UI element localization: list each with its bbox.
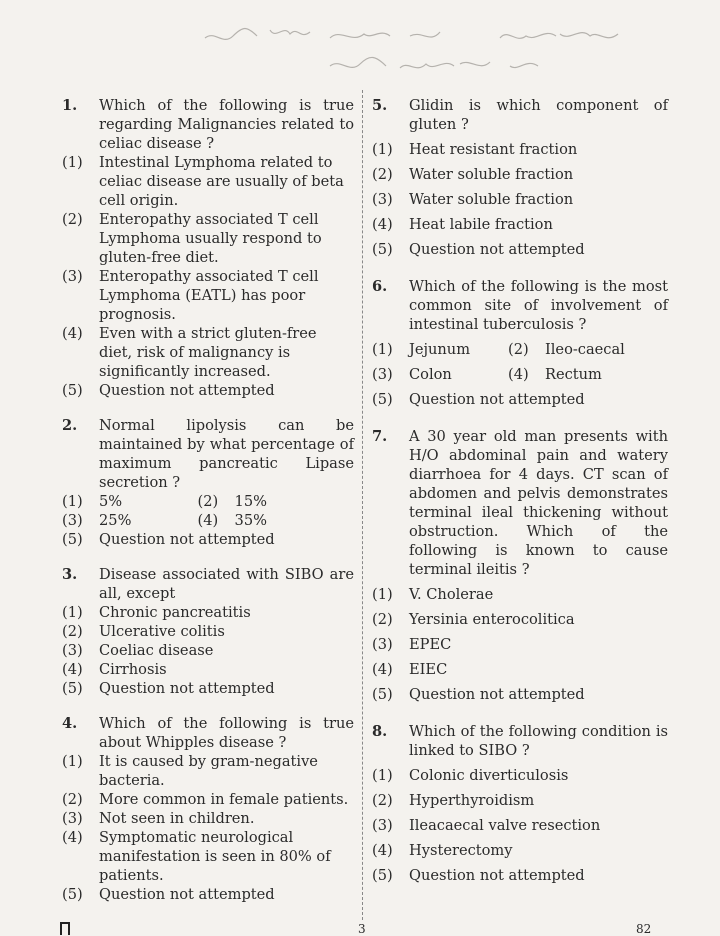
- option: [62, 603, 354, 622]
- option: [372, 365, 508, 384]
- option-number: (5): [372, 241, 393, 258]
- question-block: [372, 427, 668, 704]
- option-text: Coeliac disease: [99, 642, 214, 659]
- option-number: (3): [62, 810, 83, 827]
- option-number: (3): [372, 366, 393, 383]
- option: [372, 766, 668, 785]
- option-number: (4): [372, 661, 393, 678]
- question-number: 5.: [372, 97, 388, 114]
- option-number: (1): [62, 753, 83, 770]
- question: [372, 277, 668, 334]
- option-number: (3): [372, 636, 393, 653]
- option: [372, 866, 668, 885]
- option-text: Enteropathy associated T cell Lymphoma (EATL) has poor prognosis.: [99, 268, 319, 323]
- option-number: (2): [62, 791, 83, 808]
- option-number: (1): [62, 604, 83, 621]
- question-text: Which of the following is the most common site of involvement of intestinal tuberculosis ?: [409, 278, 668, 333]
- option: [372, 635, 668, 654]
- question-block: [372, 277, 668, 409]
- option: [62, 324, 354, 381]
- option: [508, 365, 665, 384]
- option: [62, 511, 198, 530]
- option-number: (5): [372, 686, 393, 703]
- option-number: (1): [372, 141, 393, 158]
- question-text: Disease associated with SIBO are all, except: [99, 566, 354, 602]
- option: [62, 828, 354, 885]
- option-number: (2): [372, 611, 393, 628]
- question-block: [372, 96, 668, 259]
- question-block: [62, 565, 354, 698]
- option: [62, 790, 354, 809]
- option-number: (2): [372, 166, 393, 183]
- option-number: (3): [62, 512, 83, 529]
- option-number: (5): [62, 886, 83, 903]
- option: [62, 381, 354, 400]
- left-column: [62, 96, 354, 904]
- option-number: (5): [372, 391, 393, 408]
- column-divider: [362, 90, 363, 920]
- option-text: Even with a strict gluten-free diet, risk of malignancy is significantly increased.: [99, 325, 317, 380]
- question-number: 2.: [62, 417, 78, 434]
- option: [372, 585, 668, 604]
- question-block: [372, 722, 668, 885]
- option-text: Question not attempted: [99, 531, 275, 548]
- option: [372, 190, 668, 209]
- option: [62, 809, 354, 828]
- option: [508, 340, 665, 359]
- option-pair: [372, 365, 668, 384]
- option-text: Cirrhosis: [99, 661, 167, 678]
- option: [372, 685, 668, 704]
- option-number: (5): [62, 531, 83, 548]
- option-number: (1): [372, 586, 393, 603]
- question-text: Which of the following is true about Whipples disease ?: [99, 715, 354, 751]
- option-text: Water soluble fraction: [409, 166, 574, 183]
- option-text: Question not attempted: [99, 680, 275, 697]
- option: [372, 140, 668, 159]
- option-number: (4): [372, 216, 393, 233]
- option-text: Yersinia enterocolitica: [409, 611, 575, 628]
- option-text: Question not attempted: [409, 867, 585, 884]
- option: [372, 816, 668, 835]
- option-text: Ileo-caecal: [545, 341, 625, 358]
- question: [62, 96, 354, 153]
- option: [372, 791, 668, 810]
- option-text: Colon: [409, 366, 452, 383]
- option-number: (2): [62, 211, 83, 228]
- option: [372, 340, 508, 359]
- question-number: 8.: [372, 723, 388, 740]
- question-block: [62, 96, 354, 400]
- question-number: 1.: [62, 97, 78, 114]
- option-text: It is caused by gram-negative bacteria.: [99, 753, 318, 789]
- handwritten-scribble: [200, 8, 680, 88]
- option: [372, 390, 668, 409]
- question: [372, 722, 668, 760]
- option-text: Not seen in children.: [99, 810, 255, 827]
- option-text: Colonic diverticulosis: [409, 767, 569, 784]
- option-text: Ileacaecal valve resection: [409, 817, 601, 834]
- option-number: (2): [62, 623, 83, 640]
- option: [62, 210, 354, 267]
- option-text: Symptomatic neurological manifestation is seen in 80% of patients.: [99, 829, 331, 884]
- option: [198, 511, 354, 530]
- option: [372, 610, 668, 629]
- option-text: Intestinal Lymphoma related to celiac disease are usually of beta cell origin.: [99, 154, 344, 209]
- option-number: (1): [62, 154, 83, 171]
- option-text: 25%: [99, 512, 132, 529]
- question: [62, 416, 354, 492]
- option: [198, 492, 354, 511]
- option-text: Jejunum: [409, 341, 471, 358]
- option: [372, 841, 668, 860]
- option-text: V. Cholerae: [409, 586, 494, 603]
- option: [62, 267, 354, 324]
- option: [62, 641, 354, 660]
- question-text: Glidin is which component of gluten ?: [409, 97, 668, 133]
- option-text: 5%: [99, 493, 123, 510]
- option-text: Heat resistant fraction: [409, 141, 578, 158]
- option-text: Water soluble fraction: [409, 191, 574, 208]
- question-text: A 30 year old man presents with H/O abdominal pain and watery diarrhoea for 4 days. CT scan of abdomen and pelvis demonstrates terminal ileal thickening without obstruction. Which of the following is known to cause terminal ileitis ?: [409, 428, 668, 578]
- question-number: 3.: [62, 566, 78, 583]
- option-pair: [62, 511, 354, 530]
- option: [62, 622, 354, 641]
- option-text: More common in female patients.: [99, 791, 349, 808]
- option-text: 15%: [234, 493, 267, 510]
- option-text: Enteropathy associated T cell Lymphoma usually respond to gluten-free diet.: [99, 211, 322, 266]
- footer-code: 82: [636, 922, 652, 936]
- question-text: Which of the following condition is linked to SIBO ?: [409, 723, 668, 759]
- option-text: Question not attempted: [409, 686, 585, 703]
- option: [372, 165, 668, 184]
- option-text: Question not attempted: [99, 382, 275, 399]
- option-number: (2): [508, 341, 529, 358]
- question-text: Which of the following is true regarding Malignancies related to celiac disease ?: [99, 97, 354, 152]
- option: [372, 240, 668, 259]
- page-number: 3: [358, 922, 366, 936]
- option-text: Chronic pancreatitis: [99, 604, 251, 621]
- option-pair: [62, 492, 354, 511]
- option-text: Question not attempted: [409, 241, 585, 258]
- option-number: (4): [372, 842, 393, 859]
- question-number: 6.: [372, 278, 388, 295]
- question: [372, 96, 668, 134]
- right-column: [372, 96, 668, 885]
- option: [62, 885, 354, 904]
- option-number: (2): [372, 792, 393, 809]
- option-text: Rectum: [545, 366, 602, 383]
- option-text: Heat labile fraction: [409, 216, 553, 233]
- option: [62, 660, 354, 679]
- option-number: (4): [62, 829, 83, 846]
- option: [62, 530, 354, 549]
- option: [62, 679, 354, 698]
- option-text: Question not attempted: [99, 886, 275, 903]
- option-number: (3): [62, 642, 83, 659]
- option-number: (1): [372, 341, 393, 358]
- option-number: (4): [508, 366, 529, 383]
- option-number: (4): [62, 661, 83, 678]
- option-number: (1): [372, 767, 393, 784]
- option-text: Question not attempted: [409, 391, 585, 408]
- question-number: 4.: [62, 715, 78, 732]
- question: [372, 427, 668, 579]
- question-block: [62, 416, 354, 549]
- option: [372, 660, 668, 679]
- question-text: Normal lipolysis can be maintained by what percentage of maximum pancreatic Lipase secretion ?: [99, 417, 354, 491]
- option-text: EIEC: [409, 661, 448, 678]
- option-pair: [372, 340, 668, 359]
- option-number: (3): [372, 817, 393, 834]
- question-block: [62, 714, 354, 904]
- option-number: (3): [62, 268, 83, 285]
- option-text: Ulcerative colitis: [99, 623, 225, 640]
- option-number: (1): [62, 493, 83, 510]
- option: [372, 215, 668, 234]
- option: [62, 153, 354, 210]
- option-text: Hysterectomy: [409, 842, 513, 859]
- option: [62, 492, 198, 511]
- option-number: (5): [62, 382, 83, 399]
- option-text: Hyperthyroidism: [409, 792, 535, 809]
- question: [62, 565, 354, 603]
- option-number: (4): [62, 325, 83, 342]
- option: [62, 752, 354, 790]
- page-corner-mark: [60, 922, 70, 935]
- option-number: (3): [372, 191, 393, 208]
- option-text: EPEC: [409, 636, 452, 653]
- option-text: 35%: [234, 512, 267, 529]
- question-number: 7.: [372, 428, 388, 445]
- option-number: (5): [372, 867, 393, 884]
- option-number: (4): [197, 512, 219, 529]
- question: [62, 714, 354, 752]
- option-number: (2): [197, 493, 219, 510]
- option-number: (5): [62, 680, 83, 697]
